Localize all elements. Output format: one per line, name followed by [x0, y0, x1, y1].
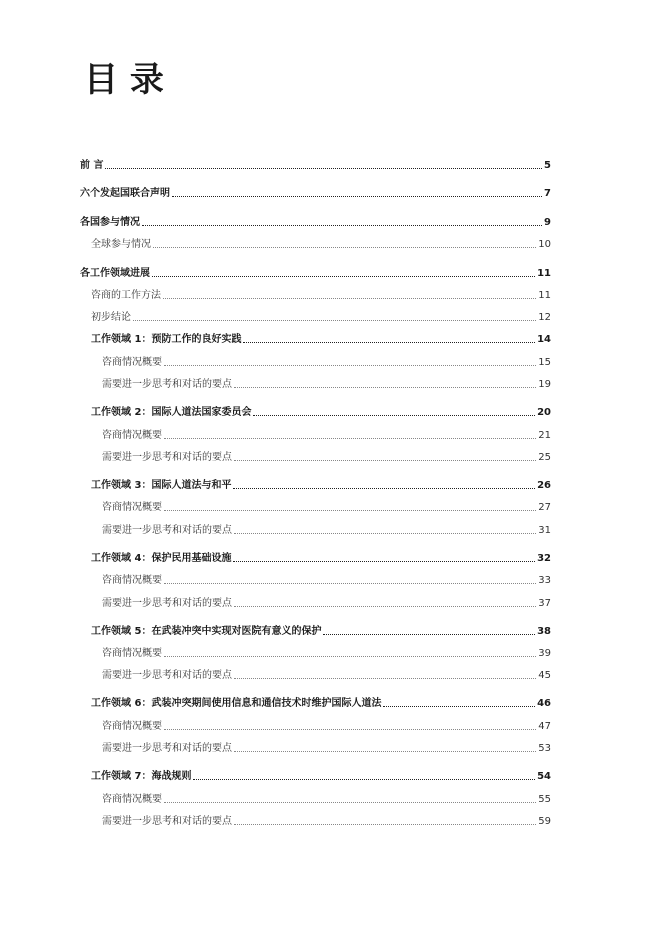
dot-leader — [243, 342, 535, 343]
dot-leader — [142, 225, 542, 226]
dot-leader — [152, 276, 535, 277]
toc-entry-title: 六个发起国联合声明 — [80, 188, 170, 199]
dot-leader — [193, 779, 535, 780]
toc-entry-title: 需要进一步思考和对话的要点 — [102, 670, 232, 681]
dot-leader — [234, 533, 536, 534]
toc-entry-title: 咨商情况概要 — [102, 430, 162, 441]
toc-entry-title: 工作领域 2：国际人道法国家委员会 — [91, 407, 252, 418]
toc-page-number: 5 — [544, 160, 551, 171]
toc-entry-work-area-7[interactable] — [91, 770, 551, 784]
toc-entry-title: 咨商情况概要 — [102, 502, 162, 513]
toc-page-number: 14 — [537, 334, 551, 345]
dot-leader — [234, 460, 536, 461]
toc-entry-title: 需要进一步思考和对话的要点 — [102, 379, 232, 390]
toc-entry-summary[interactable] — [102, 720, 551, 734]
dot-leader — [164, 802, 536, 803]
toc-page-number: 10 — [538, 239, 551, 250]
dot-leader — [164, 656, 536, 657]
toc-entry-preface[interactable] — [80, 159, 551, 173]
toc-entry-title: 咨商情况概要 — [102, 357, 162, 368]
dot-leader — [164, 510, 536, 511]
dot-leader — [133, 320, 536, 321]
toc-entry-summary[interactable] — [102, 429, 551, 443]
toc-entry-work-area-6[interactable] — [91, 697, 551, 711]
toc-entry-work-area-4[interactable] — [91, 552, 551, 566]
toc-entry-title: 咨商情况概要 — [102, 794, 162, 805]
toc-entry-summary[interactable] — [102, 647, 551, 661]
toc-page-number: 39 — [538, 648, 551, 659]
dot-leader — [233, 561, 535, 562]
toc-entry-title: 全球参与情况 — [91, 239, 151, 250]
dot-leader — [383, 706, 535, 707]
toc-entry-work-area-progress[interactable] — [80, 267, 551, 281]
toc-entry-title: 咨商情况概要 — [102, 575, 162, 586]
toc-entry-further-points[interactable] — [102, 597, 551, 611]
toc-page-number: 33 — [538, 575, 551, 586]
toc-page-number: 53 — [538, 743, 551, 754]
toc-page-number: 19 — [538, 379, 551, 390]
toc-entry-title: 工作领域 7：海战规则 — [91, 771, 192, 782]
toc-entry-title: 工作领域 6：武装冲突期间使用信息和通信技术时维护国际人道法 — [91, 698, 382, 709]
toc-entry-summary[interactable] — [102, 501, 551, 515]
toc-entry-title: 前 言 — [80, 160, 104, 171]
toc-entry-consultation-methods[interactable] — [91, 289, 551, 303]
toc-page-number: 54 — [537, 771, 551, 782]
dot-leader — [164, 365, 536, 366]
toc-page-number: 15 — [538, 357, 551, 368]
dot-leader — [153, 247, 536, 248]
toc-entry-title: 各国参与情况 — [80, 217, 140, 228]
toc-entry-title: 需要进一步思考和对话的要点 — [102, 525, 232, 536]
toc-page-number: 9 — [544, 217, 551, 228]
toc-page-number: 31 — [538, 525, 551, 536]
toc-page-number: 7 — [544, 188, 551, 199]
toc-entry-title: 需要进一步思考和对话的要点 — [102, 816, 232, 827]
dot-leader — [163, 298, 536, 299]
toc-page-number: 20 — [537, 407, 551, 418]
toc-entry-work-area-3[interactable] — [91, 479, 551, 493]
toc-entry-summary[interactable] — [102, 356, 551, 370]
toc-page-number: 38 — [537, 626, 551, 637]
toc-page-number: 21 — [538, 430, 551, 441]
toc-page-number: 55 — [538, 794, 551, 805]
toc-entry-title: 需要进一步思考和对话的要点 — [102, 743, 232, 754]
toc-page-number: 45 — [538, 670, 551, 681]
toc-entry-further-points[interactable] — [102, 524, 551, 538]
toc-entry-state-participation[interactable] — [80, 216, 551, 230]
toc-entry-preliminary-conclusions[interactable] — [91, 311, 551, 325]
toc-page-number: 32 — [537, 553, 551, 564]
dot-leader — [323, 634, 535, 635]
toc-entry-work-area-5[interactable] — [91, 625, 551, 639]
toc-entry-further-points[interactable] — [102, 378, 551, 392]
dot-leader — [234, 751, 536, 752]
toc-page-number: 11 — [538, 290, 551, 301]
toc-entry-further-points[interactable] — [102, 669, 551, 683]
toc-entry-title: 工作领域 5：在武装冲突中实现对医院有意义的保护 — [91, 626, 322, 637]
toc-entry-work-area-1[interactable] — [91, 333, 551, 347]
dot-leader — [164, 583, 536, 584]
dot-leader — [233, 488, 535, 489]
dot-leader — [172, 196, 542, 197]
dot-leader — [234, 387, 536, 388]
toc-entry-title: 需要进一步思考和对话的要点 — [102, 598, 232, 609]
dot-leader — [234, 824, 536, 825]
toc-entry-title: 各工作领域进展 — [80, 268, 150, 279]
toc-page-number: 25 — [538, 452, 551, 463]
toc-page-number: 27 — [538, 502, 551, 513]
toc-entry-further-points[interactable] — [102, 451, 551, 465]
dot-leader — [234, 606, 536, 607]
dot-leader — [253, 415, 535, 416]
toc-entry-title: 工作领域 4：保护民用基础设施 — [91, 553, 232, 564]
toc-entry-title: 初步结论 — [91, 312, 131, 323]
toc-entry-global-participation[interactable] — [91, 238, 551, 252]
toc-page-number: 12 — [538, 312, 551, 323]
toc-entry-summary[interactable] — [102, 574, 551, 588]
toc-entry-joint-statement[interactable] — [80, 187, 551, 201]
dot-leader — [234, 678, 536, 679]
toc-entry-summary[interactable] — [102, 793, 551, 807]
page-title: 目 录 — [84, 60, 164, 100]
toc-entry-title: 咨商的工作方法 — [91, 290, 161, 301]
dot-leader — [164, 729, 536, 730]
toc-page-number: 59 — [538, 816, 551, 827]
toc-entry-title: 工作领域 3：国际人道法与和平 — [91, 480, 232, 491]
toc-entry-further-points[interactable] — [102, 742, 551, 756]
toc-page-number: 46 — [537, 698, 551, 709]
toc-entry-title: 需要进一步思考和对话的要点 — [102, 452, 232, 463]
toc-page-number: 47 — [538, 721, 551, 732]
dot-leader — [164, 438, 536, 439]
toc-entry-further-points[interactable] — [102, 815, 551, 829]
toc-page-number: 26 — [537, 480, 551, 491]
toc-entry-title: 工作领域 1：预防工作的良好实践 — [91, 334, 242, 345]
toc-entry-title: 咨商情况概要 — [102, 648, 162, 659]
toc-entry-work-area-2[interactable] — [91, 406, 551, 420]
toc-page-number: 37 — [538, 598, 551, 609]
toc-entry-title: 咨商情况概要 — [102, 721, 162, 732]
toc-page-number: 11 — [537, 268, 551, 279]
dot-leader — [105, 168, 542, 169]
